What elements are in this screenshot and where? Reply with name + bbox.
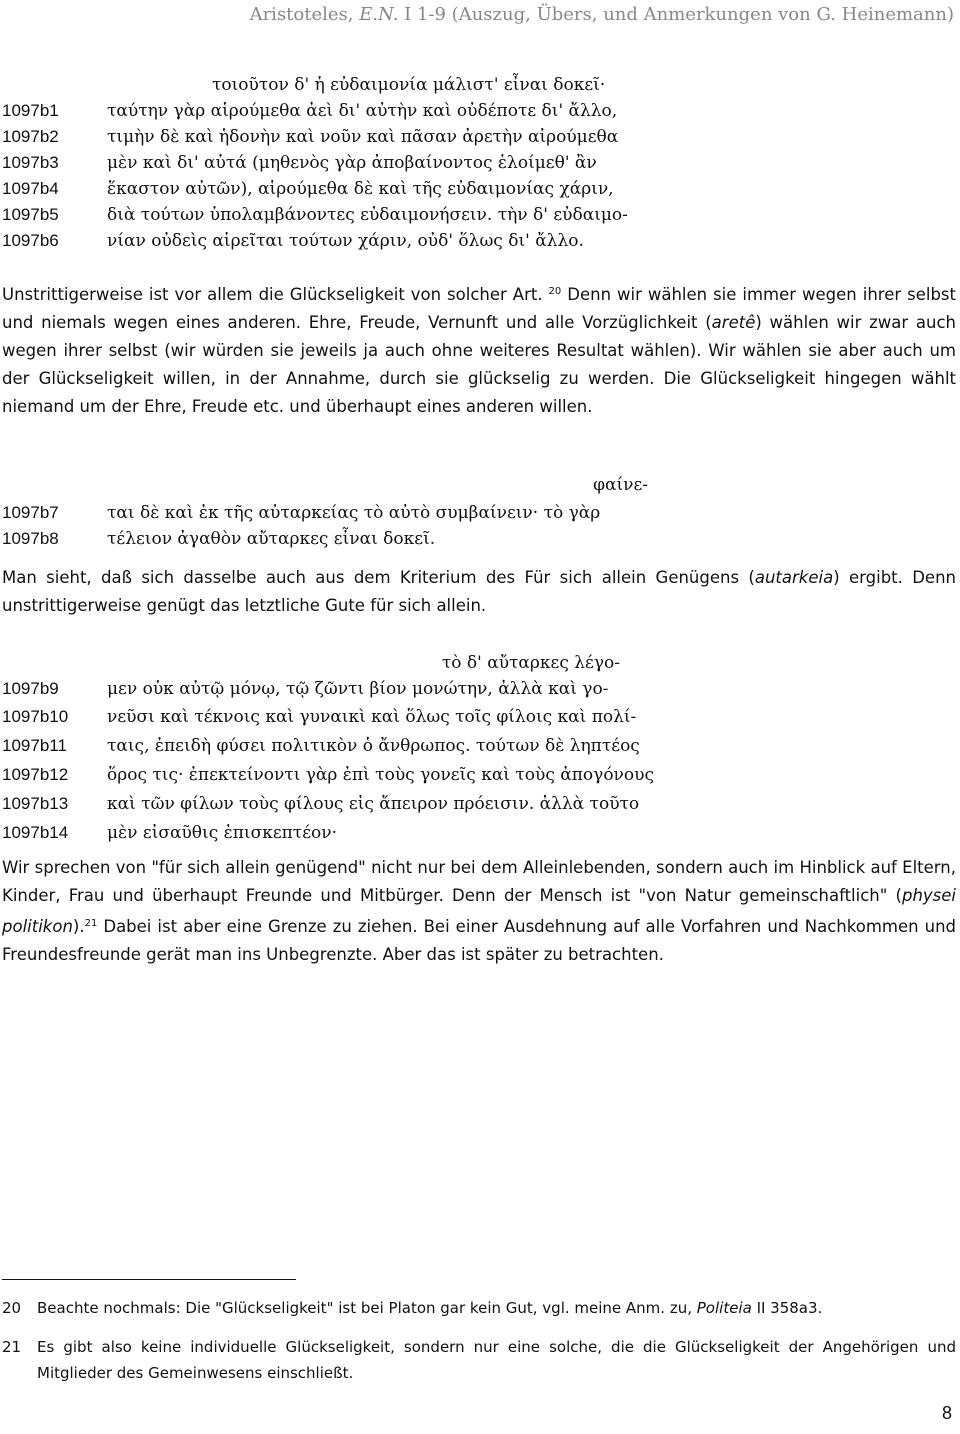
greek-line (0, 820, 960, 849)
greek-text: ὅρος τις· ἐπεκτείνοντι γὰρ ἐπὶ τοὺς γονεῖς καὶ τοὺς ἀπογόνους (107, 765, 654, 785)
footnote-ref[interactable]: 21 (84, 918, 98, 929)
greek-text: μὲν καὶ δι' αὐτά (μηθενὸς γὰρ ἀποβαίνοντος ἑλοίμεθ' ἂν (107, 153, 597, 173)
greek-text: τοιοῦτον δ' ἡ εὐδαιμονία μάλιστ' εἶναι δοκεῖ· (212, 75, 606, 95)
greek-line (0, 762, 960, 791)
greek-text: ταις, ἐπειδὴ φύσει πολιτικὸν ὁ ἄνθρωπος. τούτων δὲ ληπτέος (107, 736, 640, 756)
translation-paragraph-2 (2, 564, 956, 620)
greek-line (0, 733, 960, 762)
greek-text: ταύτην γὰρ αἱρούμεθα ἀεὶ δι' αὐτὴν καὶ οὐδέποτε δι' ἄλλο, (107, 101, 618, 121)
running-header (250, 4, 954, 25)
greek-text: καὶ τῶν φίλων τοὺς φίλους εἰς ἄπειρον πρόεισιν. ἀλλὰ τοῦτο (107, 794, 640, 814)
greek-intro-line (0, 472, 960, 498)
greek-text: νεῦσι καὶ τέκνοις καὶ γυναικὶ καὶ ὅλως τοῖς φίλοις καὶ πολί- (107, 707, 637, 727)
translation-text: ). (72, 917, 85, 936)
footnote-20 (2, 1295, 956, 1321)
line-number: 1097b10 (2, 707, 69, 726)
greek-text: νίαν οὐδεὶς αἱρεῖται τούτων χάριν, οὐδ' ὅλως δι' ἄλλο. (107, 231, 584, 251)
greek-text: ται δὲ καὶ ἐκ τῆς αὐταρκείας τὸ αὐτὸ συμβαίνειν· τὸ γὰρ (107, 503, 601, 523)
greek-line (0, 704, 960, 733)
translation-text: ) ergibt. Denn unstrittigerweise genügt das letztliche Gute für sich allein. (2, 568, 956, 615)
line-number: 1097b6 (2, 231, 59, 250)
line-number: 1097b3 (2, 153, 59, 172)
translation-text: Wir sprechen von "für sich allein genügend" nicht nur bei dem Alleinlebenden, sondern auch im Hinblick auf Eltern, Kinder, Frau und überhaupt Freunde und Mitbürger. Denn der Mensch ist "von Natur gemeinschaftlich" ( (2, 858, 956, 905)
greek-text: ἕκαστον αὐτῶν), αἱρούμεθα δὲ καὶ τῆς εὐδαιμονίας χάριν, (107, 179, 614, 199)
greek-intro-line (0, 650, 960, 676)
greek-line (0, 98, 960, 124)
footnote-separator (2, 1279, 296, 1280)
greek-line (0, 176, 960, 202)
greek-text: τέλειον ἀγαθὸν αὔταρκες εἶναι δοκεῖ. (107, 529, 436, 549)
greek-passage-2 (0, 472, 960, 552)
footnote-title: Politeia (696, 1299, 752, 1317)
translation-paragraph-1 (2, 278, 956, 421)
footnote-number: 20 (2, 1299, 22, 1317)
greek-line (0, 124, 960, 150)
line-number: 1097b5 (2, 205, 59, 224)
greek-line (0, 228, 960, 254)
greek-passage-1 (0, 72, 960, 254)
line-number: 1097b12 (2, 765, 69, 784)
greek-line (0, 150, 960, 176)
line-number: 1097b13 (2, 794, 69, 813)
header-author: Aristoteles, (249, 4, 360, 25)
footnote-text: Beachte nochmals: Die "Glückseligkeit" ist bei Platon gar kein Gut, vgl. meine Anm. zu, (37, 1299, 697, 1317)
footnote-text: Es gibt also keine individuelle Glückseligkeit, sondern nur eine solche, die die Glückseligkeit der Angehörigen und Mitglieder des Gemeinwesens einschließt. (37, 1338, 956, 1382)
line-number: 1097b7 (2, 503, 59, 522)
line-number: 1097b9 (2, 679, 59, 698)
greek-text: διὰ τούτων ὑπολαμβάνοντες εὐδαιμονήσειν. τὴν δ' εὐδαιμο- (107, 205, 628, 225)
greek-text: μὲν εἰσαῦθις ἐπισκεπτέον· (107, 823, 337, 843)
page-number: 8 (941, 1403, 952, 1423)
line-number: 1097b2 (2, 127, 59, 146)
line-number: 1097b14 (2, 823, 69, 842)
greek-text: τὸ δ' αὔταρκες λέγο- (441, 653, 620, 673)
line-number: 1097b1 (2, 101, 59, 120)
translation-text: Unstrittigerweise ist vor allem die Glückseligkeit von solcher Art. (2, 285, 549, 304)
translation-text: ) wählen wir zwar auch wegen ihrer selbst (wir würden sie jeweils ja auch ohne weiteres Resultat wählen). Wir wählen sie aber auch um der Glückseligkeit willen, in der Annahme, durch sie glückselig zu werden. Die Glückseligkeit hingegen wählt niemand um der Ehre, Freude etc. und überhaupt eines anderen willen. (2, 313, 956, 416)
header-work-abbr: E.N. (359, 4, 399, 25)
greek-intro-line (0, 72, 960, 98)
footnote-text: II 358a3. (751, 1299, 823, 1317)
translation-text: Man sieht, daß sich dasselbe auch aus dem Kriterium des Für sich allein Genügens ( (2, 568, 755, 587)
translation-text: Dabei ist aber eine Grenze zu ziehen. Bei einer Ausdehnung auf alle Vorfahren und Nachkommen und Freundesfreunde gerät man ins Unbegrenzte. Aber das ist später zu betrachten. (2, 917, 956, 964)
greek-text: μεν οὐκ αὐτῷ μόνῳ, τῷ ζῶντι βίον μονώτην, ἀλλὰ καὶ γο- (107, 679, 609, 699)
footnote-21 (2, 1334, 956, 1386)
greek-line (0, 676, 960, 704)
translation-term: autarkeia (754, 568, 834, 587)
translation-term: aretê (711, 313, 756, 332)
line-number: 1097b4 (2, 179, 59, 198)
translation-term: physei politikon (2, 886, 956, 936)
greek-line (0, 526, 960, 552)
greek-passage-3 (0, 650, 960, 849)
greek-line (0, 500, 960, 526)
line-number: 1097b8 (2, 529, 59, 548)
translation-paragraph-3 (2, 854, 956, 969)
greek-text: φαίνε- (593, 475, 648, 495)
line-number: 1097b11 (2, 736, 67, 755)
footnote-number: 21 (2, 1338, 22, 1356)
translation-text: Denn wir wählen sie immer wegen ihrer selbst und niemals wegen eines anderen. Ehre, Freude, Vernunft und alle Vorzüglichkeit ( (2, 285, 956, 332)
greek-text: τιμὴν δὲ καὶ ἡδονὴν καὶ νοῦν καὶ πᾶσαν ἀρετὴν αἱρούμεθα (107, 127, 619, 147)
header-rest: I 1-9 (Auszug, Übers, und Anmerkungen von G. Heinemann) (398, 4, 954, 25)
footnote-ref[interactable]: 20 (548, 286, 562, 297)
greek-line (0, 202, 960, 228)
greek-line (0, 791, 960, 820)
